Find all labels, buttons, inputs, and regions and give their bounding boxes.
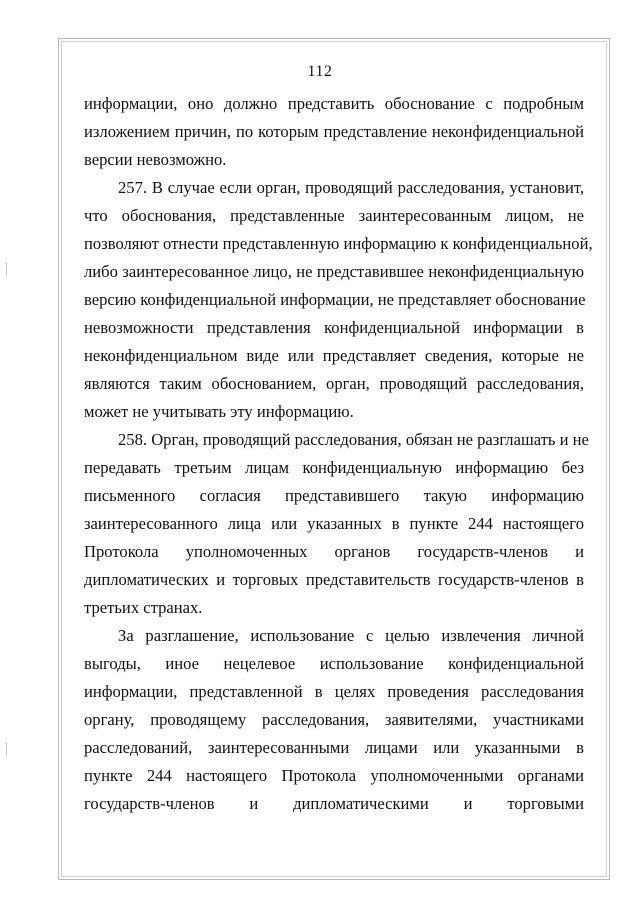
paragraph	[84, 174, 593, 426]
paragraph	[84, 90, 584, 174]
paragraph	[84, 622, 584, 818]
text-line: 258. Орган, проводящий расследования, обязан не разглашать и не	[118, 430, 589, 449]
document-body	[84, 90, 593, 818]
text-line: версию конфиденциальной информации, не представляет обоснование	[84, 290, 586, 309]
text-line: неконфиденциальном виде или представляет сведения, которые не	[84, 346, 584, 365]
text-line: невозможности представления конфиденциальной информации в	[84, 318, 584, 337]
paragraph	[84, 426, 589, 622]
text-line: пункте 244 настоящего Протокола уполномоченными органами	[84, 766, 584, 785]
text-line: передавать третьим лицам конфиденциальную информацию без	[84, 458, 584, 477]
text-line: 257. В случае если орган, проводящий расследования, установит,	[118, 178, 584, 197]
scan-margin-mark	[6, 742, 7, 756]
text-line: может не учитывать эту информацию.	[84, 402, 354, 421]
text-line: За разглашение, использование с целью извлечения личной	[118, 626, 584, 645]
text-line: дипломатических и торговых представительств государств-членов в	[84, 570, 584, 589]
text-line: выгоды, иное нецелевое использование конфиденциальной	[84, 654, 584, 673]
text-line: государств-членов и дипломатическими и торговыми	[84, 794, 584, 813]
text-line: заинтересованного лица или указанных в пункте 244 настоящего	[84, 514, 584, 533]
page-number: 112	[307, 63, 333, 80]
text-line: органу, проводящему расследования, заявителями, участниками	[84, 710, 584, 729]
text-line: расследований, заинтересованными лицами или указанными в	[84, 738, 584, 757]
text-line: позволяют отнести представленную информацию к конфиденциальной,	[84, 234, 593, 253]
text-line: третьих странах.	[84, 598, 203, 617]
text-line: информации, представленной в целях проведения расследования	[84, 682, 584, 701]
scan-margin-mark	[6, 262, 7, 276]
text-line: письменного согласия представившего такую информацию	[84, 486, 584, 505]
text-line: являются таким обоснованием, орган, проводящий расследования,	[84, 374, 584, 393]
text-line: что обоснования, представленные заинтересованным лицом, не	[84, 206, 584, 225]
text-line: либо заинтересованное лицо, не представившее неконфиденциальную	[84, 262, 584, 281]
text-line: информации, оно должно представить обоснование с подробным	[84, 94, 584, 113]
text-line: версии невозможно.	[84, 150, 227, 169]
text-line: Протокола уполномоченных органов государств-членов и	[84, 542, 584, 561]
text-line: изложением причин, по которым представление неконфиденциальной	[84, 122, 584, 141]
